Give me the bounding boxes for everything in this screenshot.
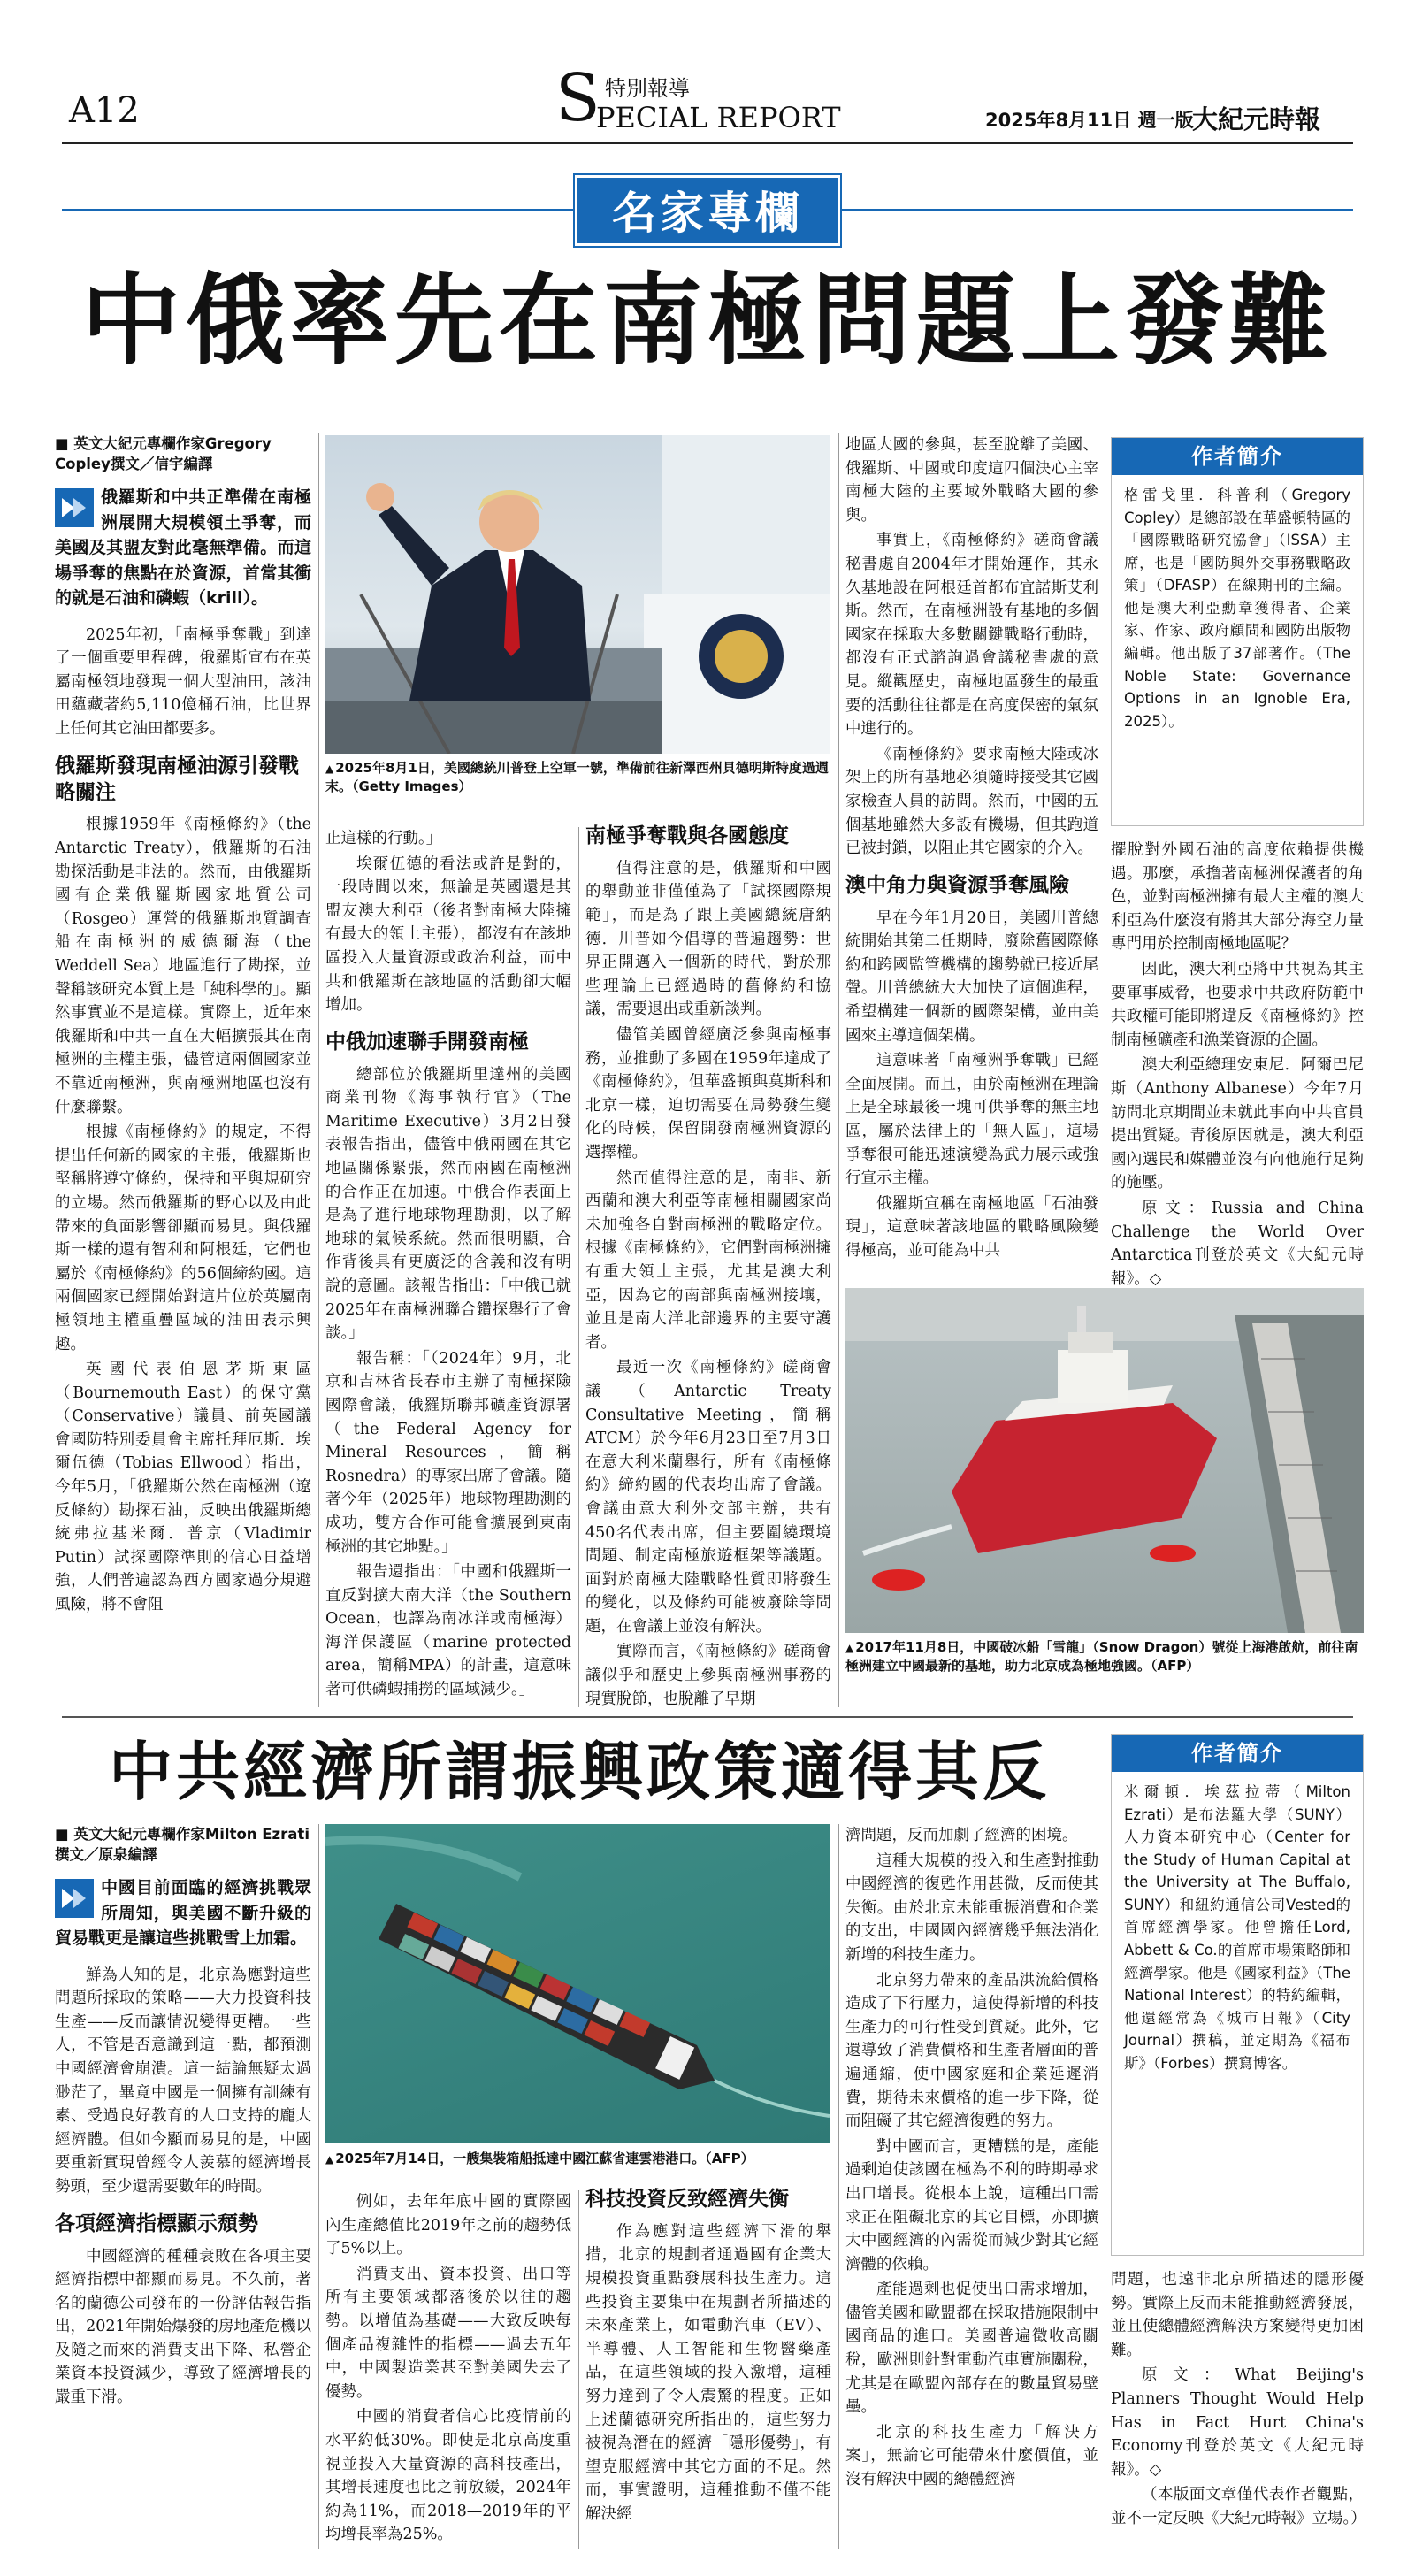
paragraph: 中國經濟的種種衰敗在各項主要經濟指標中都顯而易見。不久前，著名的蘭德公司發布的一份評估報告指出，2021年開始爆發的房地產危機以及隨之而來的消費支出下降、私營企業資本投資減少，導致了經濟增長的嚴重下滑。 bbox=[55, 2247, 311, 2407]
article1-photo-trump bbox=[325, 435, 830, 754]
paragraph: 因此，澳大利亞將中共視為其主要軍事威脅，也要求中共政府防範中共政權可能即將違反《南極條約》控制南極礦產和漁業資源的企圖。 bbox=[1111, 960, 1364, 1049]
article1-lead: 俄羅斯和中共正準備在南極洲展開大規模領土爭奪，而美國及其盟友對此毫無準備。而這場爭奪的焦點在於資源，首當其衝的就是石油和磷蝦（krill）。 bbox=[55, 487, 311, 609]
article1-col3 bbox=[585, 818, 831, 1713]
article2-subhead-2: 科技投資反致經濟失衡 bbox=[585, 2188, 789, 2211]
article-separator bbox=[62, 1716, 1353, 1718]
paragraph: 原文：What Beijing's Planners Thought Would Help Has in Fact Hurt China's Economy刊登於英文《大紀元時報》。◇ bbox=[1111, 2366, 1364, 2479]
article1-photo-icebreaker bbox=[845, 1288, 1364, 1633]
article1-photo-trump-caption: ▲ 2025年8月1日，美國總統川普登上空軍一號，準備前往新澤西州貝德明斯特度過週末。（Getty Images） bbox=[325, 759, 830, 796]
paragraph: 地區大國的參與，甚至脫離了美國、俄羅斯、中國或印度這四個決心主宰南極大陸的主要域外戰略大國的參與。 bbox=[845, 436, 1098, 525]
lead-marker-icon bbox=[55, 488, 94, 527]
banner-rule-right bbox=[840, 209, 1353, 211]
paragraph: 止這樣的行動。」 bbox=[325, 830, 442, 847]
paragraph: 埃爾伍德的看法或許是對的，一段時間以來，無論是英國還是其盟友澳大利亞（後者對南極大陸擁有最大的領土主張），都沒有在該地區投入大量資源或政治利益，而中共和俄羅斯在該地區的活動卻大幅增加。 bbox=[325, 855, 571, 1015]
author-box-title: 作者簡介 bbox=[1112, 1735, 1363, 1772]
paragraph: 實際而言，《南極條約》磋商會議似乎和歷史上參與南極洲事務的現實脫節，也脫離了早期 bbox=[585, 1643, 831, 1708]
article2-col1 bbox=[55, 1824, 311, 2411]
article1-subhead-4: 澳中角力與資源爭奪風險 bbox=[845, 873, 1069, 897]
paragraph: 根據《南極條約》的規定，不得提出任何新的國家的主張，俄羅斯也堅稱將遵守條約，保持和平與規研究的立場。然而俄羅斯的野心以及由此帶來的負面影響卻顯而易見。與俄羅斯一樣的還有智利和阿根廷，它們也屬於《南極條約》的56個締約國。這兩個國家已經開始對這片位於英屬南極領地主權重疊區域的油田表示興趣。 bbox=[55, 1123, 311, 1353]
paragraph: 濟問題，反而加劇了經濟的困境。 bbox=[845, 1827, 1078, 1844]
paragraph: 澳大利亞總理安東尼．阿爾巴尼斯（Anthony Albanese）今年7月訪問北京期間並未就此事向中共官員提出質疑。青後原因就是，澳大利亞國內選民和媒體並沒有向他施行足夠的施壓。 bbox=[1111, 1056, 1364, 1192]
section-initial: S bbox=[555, 60, 600, 136]
paragraph: 擺脫對外國石油的高度依賴提供機遇。那麼，承擔著南極洲保護者的角色，並對南極洲擁有最大主權的澳大利亞為什麼沒有將其大部分海空力量專門用於控制南極地區呢？ bbox=[1111, 841, 1364, 954]
banner-rule-left bbox=[62, 209, 575, 211]
paragraph: 2025年初，「南極爭奪戰」到達了一個重要里程碑，俄羅斯宣布在英屬南極領地發現一個大型油田，該油田蘊藏著約5,110億桶石油，比世界上任何其它油田都要多。 bbox=[55, 625, 311, 739]
paragraph: 問題，也遠非北京所描述的隱形優勢。實際上反而未能推動經濟發展，並且使總體經濟解決方案變得更加困難。 bbox=[1111, 2271, 1364, 2359]
paragraph: 早在今年1月20日，美國川普總統開始其第二任期時，廢除舊國際條約和跨國監管機構的趨勢就已接近尾聲。川普總統大大加快了這個進程，希望構建一個新的國際架構，並由美國來主導這個架構。 bbox=[845, 908, 1098, 1045]
article1-col5 bbox=[1111, 839, 1364, 1292]
column-banner: 名家專欄 bbox=[575, 175, 840, 246]
column-divider bbox=[318, 433, 319, 1707]
article1-headline: 中俄率先在南極問題上發難 bbox=[81, 264, 1334, 379]
column-divider bbox=[838, 1824, 839, 2549]
paragraph: 報告稱：「（2024年）9月，北京和吉林省長春市主辦了南極探險國際會議，俄羅斯聯邦礦產資源署（the Federal Agency for Mineral Resources，簡稱Rosnedra）的專家出席了會議。隨著今年（2025年）地球物理勘測的成功，雙方合作可能會擴展到東南極洲的其它地點。」 bbox=[325, 1349, 571, 1556]
article2-subhead-1: 各項經濟指標顯示頹勢 bbox=[55, 2212, 258, 2235]
paragraph: 中國的消費者信心比疫情前的水平約低30%。即使是北京高度重視並投入大量資源的高科技產出，其增長速度也比之前放緩，2024年約為11%，而2018—2019年的平均增長率為25%。 bbox=[325, 2408, 571, 2544]
paragraph: 俄羅斯宣稱在南極地區「石油發現」，這意味著該地區的戰略風險變得極高，並可能為中共 bbox=[845, 1194, 1098, 1260]
article2-photo-container-ship bbox=[325, 1824, 830, 2143]
paragraph: 根據1959年《南極條約》（the Antarctic Treaty），俄羅斯的石油勘探活動是非法的。然而，由俄羅斯國有企業俄羅斯國家地質公司（Rosgeo）運營的俄羅斯地質調查船在南極洲的威德爾海（the Weddell Sea）地區進行了勘探，並聲稱該研究本質上是「純科學的」。顯然事實並不是這樣。實際上，近年來俄羅斯和中共一直在大幅擴張其在南極洲的主權主張，儘管這兩個國家並不靠近南極洲，與南極洲地區也沒有什麼聯繫。 bbox=[55, 816, 311, 1116]
paragraph: 作為應對這些經濟下滑的舉措，北京的規劃者通過國有企業大規模投資重點發展科技生產力。這些投資主要集中在規劃者所描述的未來產業上，如電動汽車（EV）、半導體、人工智能和生物醫藥產品，在這些領域的投入激增，這種努力達到了令人震驚的程度。正如上述蘭德研究所指出的，這些努力被視為潛在的經濟「隱形優勢」，有望克服經濟中其它方面的不足。然而，事實證明，這種推動不僅不能解決經 bbox=[585, 2222, 831, 2524]
paragraph: 北京努力帶來的產品洪流給價格造成了下行壓力，這使得新增的科技生產力的可行性受到質疑。此外，它還導致了消費價格和生產者層面的普遍通縮，使中國家庭和企業延遲消費，期待未來價格的進一步下降，從而阻礙了其它經濟復甦的努力。 bbox=[845, 1971, 1098, 2131]
lead-marker-icon bbox=[55, 1879, 94, 1918]
section-title bbox=[555, 60, 865, 138]
author-bio: 米爾頓．埃茲拉蒂（Milton Ezrati）是布法羅大學（SUNY）人力資本研究中心（Center for the Study of Human Capital at the University at The Buffalo, SUNY）和紐約通信公司Vested的首席經濟學家。他曾擔任Lord, Abbett & Co.的首席市場策略師和經濟學家。他是《國家利益》（The National Interest）的特約編輯，他還經常為《城市日報》（City Journal）撰稿，並定期為《福布斯》（Forbes）撰寫博客。 bbox=[1124, 1783, 1350, 2072]
paragraph: 總部位於俄羅斯里達州的美國商業刊物《海事執行官》（The Maritime Executive）3月2日發表報告指出，儘管中俄兩國在其它地區關係緊張，然而兩國在南極洲的合作正在加速。中俄合作表面上是為了進行地球物理勘測，以了解地球的氣候系統。然而很明顯，合作背後具有更廣泛的含義和沒有明說的意圖。該報告指出：「中俄已就2025年在南極洲聯合鑽探舉行了會談。」 bbox=[325, 1065, 571, 1343]
paragraph: 產能過剩也促使出口需求增加，儘管美國和歐盟都在採取措施限制中國商品的進口。美國普遍徵收高關稅，歐洲則針對電動汽車實施關稅，尤其是在歐盟內部存在的數量貿易壁壘。 bbox=[845, 2281, 1098, 2417]
paragraph: 例如，去年年底中國的實際國內生產總值比2019年之前的趨勢低了5%以上。 bbox=[325, 2193, 571, 2258]
article1-subhead-1: 俄羅斯發現南極油源引發戰略關注 bbox=[55, 754, 299, 804]
section-zh: 特別報導 bbox=[605, 76, 690, 101]
article2-author-box bbox=[1111, 1734, 1364, 2256]
article1-col2 bbox=[325, 827, 571, 1704]
article1-col4 bbox=[845, 433, 1098, 1264]
column-divider bbox=[838, 433, 839, 1707]
paragraph: 事實上，《南極條約》磋商會議秘書處自2004年才開始運作，其永久基地設在阿根廷首都布宜諾斯艾利斯。然而，在南極洲設有基地的多個國家在採取大多數關鍵戰略行動時，都沒有正式諮詢過會議秘書處的意見。縱觀歷史，南極地區發生的最重要的活動往往都是在高度保密的氣氛中進行的。 bbox=[845, 532, 1098, 739]
paragraph: 北京的科技生產力「解決方案」，無論它可能帶來什麼價值，並沒有解決中國的總體經濟 bbox=[845, 2423, 1098, 2489]
paragraph: 這種大規模的投入和生產對推動中國經濟的復甦作用甚微，反而使其失衡。由於北京未能重振消費和企業的支出，中國國內經濟幾乎無法消化新增的科技生產力。 bbox=[845, 1852, 1098, 1964]
paragraph: 鮮為人知的是，北京為應對這些問題所採取的策略——大力投資科技生產——反而讓情況變得更糟。一些人，不管是否意識到這一點，都預測中國經濟會崩潰。這一結論無疑太過渺茫了，畢竟中國是一個擁有訓練有素、受過良好教育的人口支持的龐大經濟體。但如今顯而易見的是，中國要重新實現曾經令人羨慕的經濟增長勢頭，至少還需要數年的時間。 bbox=[55, 1966, 311, 2196]
trump-photo-illustration bbox=[325, 435, 830, 754]
article1-col1 bbox=[55, 433, 311, 1619]
author-bio: 格雷戈里．科普利（Gregory Copley）是總部設在華盛頓特區的「國際戰略研究協會」（ISSA）主席，也是「國防與外交事務戰略政策」（DFASP）在線期刊的主編。他是澳大利亞勳章獲得者、企業家、作家、政府顧問和國防出版物編輯。他出版了37部著作。（The Noble State: Governance Options in an Ignoble Era, 2025）。 bbox=[1124, 487, 1350, 730]
article2-col4 bbox=[845, 1824, 1098, 2494]
article1-byline: ■ 英文大紀元專欄作家Gregory Copley撰文／信宇編譯 bbox=[55, 435, 272, 473]
issue-date: 2025年8月11日 週一版 bbox=[985, 110, 1194, 131]
column-divider bbox=[578, 827, 579, 1707]
page-number: A12 bbox=[69, 90, 140, 131]
paragraph: 最近一次《南極條約》磋商會議（Antarctic Treaty Consultative Meeting，簡稱ATCM）於今年6月23日至7月3日在意大利米蘭舉行，所有《南極條約》締約國的代表均出席了會議。會議由意大利外交部主辦，共有450名代表出席，但主要圍繞環境問題、制定南極旅遊框架等議題。面對於南極大陸戰略性質即將發生的變化，以及條約可能被廢除等問題，在會議上並沒有解決。 bbox=[585, 1359, 831, 1636]
header-rule bbox=[62, 142, 1353, 144]
icebreaker-photo-illustration bbox=[845, 1288, 1364, 1633]
article1-author-box bbox=[1111, 437, 1364, 826]
container-ship-photo-illustration bbox=[325, 1824, 830, 2143]
section-en: PECIAL REPORT bbox=[596, 101, 841, 134]
paper-name: 大紀元時報 bbox=[1192, 104, 1321, 134]
article2-byline: ■ 英文大紀元專欄作家Milton Ezrati撰文／原泉編譯 bbox=[55, 1826, 310, 1864]
paragraph: 對中國而言，更糟糕的是，產能過剩迫使該國在極為不利的時期尋求出口增長。從根本上說，這種出口需求正在阻礙北京的其它目標，亦即擴大中國經濟的內需從而減少對其它經濟體的依賴。 bbox=[845, 2137, 1098, 2273]
article2-headline: 中共經濟所謂振興政策適得其反 bbox=[108, 1735, 1050, 1809]
paragraph: 原文：Russia and China Challenge the World Over Antarctica刊登於英文《大紀元時報》。◇ bbox=[1111, 1199, 1364, 1288]
paragraph: 儘管美國曾經廣泛參與南極事務，並推動了多國在1959年達成了《南極條約》，但華盛頓與莫斯科和北京一樣，迫切需要在局勢發生變化的時候，保留開發南極洲資源的選擇權。 bbox=[585, 1026, 831, 1162]
author-box-title: 作者簡介 bbox=[1112, 438, 1363, 475]
article1-subhead-2: 中俄加速聯手開發南極 bbox=[325, 1030, 529, 1054]
paragraph: 《南極條約》要求南極大陸或冰架上的所有基地必須隨時接受其它國家檢查人員的訪問。然而，中國的五個基地雖然大多設有機場，但其跑道已被封鎖，以阻止其它國家的介入。 bbox=[845, 745, 1098, 858]
column-divider bbox=[578, 2190, 579, 2549]
paragraph: （本版面文章僅代表作者觀點，並不一定反映《大紀元時報》立場。） bbox=[1111, 2486, 1366, 2527]
article1-photo-icebreaker-caption: ▲ 2017年11月8日，中國破冰船「雪龍」（Snow Dragon）號從上海港啟航，前往南極洲建立中國最新的基地，助力北京成為極地強國。（AFP） bbox=[845, 1638, 1364, 1675]
article2-col2 bbox=[325, 2190, 571, 2549]
paragraph: 值得注意的是，俄羅斯和中國的舉動並非僅僅為了「試探國際規範」，而是為了跟上美國總統唐納德．川普如今倡導的普遍趨勢：世界正開邁入一個新的時代，對於那些理論上已經過時的舊條約和協議，需要退出或重新談判。 bbox=[585, 859, 831, 1019]
article2-col5 bbox=[1111, 2268, 1364, 2533]
column-divider bbox=[318, 1824, 319, 2549]
paragraph: 報告還指出：「中國和俄羅斯一直反對擴大南大洋（the Southern Ocean，也譯為南冰洋或南極海）海洋保護區（marine protected area，簡稱MPA）的計畫，這意味著可供磷蝦捕撈的區域減少。」 bbox=[325, 1563, 571, 1699]
article2-photo-container-ship-caption: ▲ 2025年7月14日，一艘集裝箱船抵達中國江蘇省連雲港港口。（AFP） bbox=[325, 2150, 830, 2168]
paragraph: 然而值得注意的是，南非、新西蘭和澳大利亞等南極相關國家尚未加強各自對南極洲的戰略定位。根據《南極條約》，它們對南極洲擁有重大領土主張，尤其是澳大利亞，因為它的南部與南極洲接壤，並且是南大洋北部邊界的主要守護者。 bbox=[585, 1169, 831, 1352]
paragraph: 英國代表伯恩茅斯東區（Bournemouth East）的保守黨（Conservative）議員、前英國議會國防特別委員會主席托拜厄斯．埃爾伍德（Tobias Ellwood）指出，今年5月，「俄羅斯公然在南極洲（遼反條約）勘探石油，反映出俄羅斯總統弗拉基米爾．普京（Vladimir Putin）試探國際準則的信心日益增強，人們普遍認為西方國家過分規避風險，將不會阻 bbox=[55, 1361, 311, 1614]
paragraph: 這意味著「南極洲爭奪戰」已經全面展開。而且，由於南極洲在理論上是全球最後一塊可供爭奪的無主地區，屬於法律上的「無人區」，這場爭奪很可能迅速演變為武力展示或強行宣示主權。 bbox=[845, 1052, 1098, 1188]
article2-col3 bbox=[585, 2185, 831, 2528]
paragraph: 消費支出、資本投資、出口等所有主要領域都落後於以往的趨勢。以增值為基礎——大致反映每個產品複雜性的指標——過去五年中，中國製造業甚至對美國失去了優勢。 bbox=[325, 2265, 571, 2401]
article1-subhead-3: 南極爭奪戰與各國態度 bbox=[585, 824, 789, 847]
article2-lead: 中國目前面臨的經濟挑戰眾所周知，與美國不斷升級的貿易戰更是讓這些挑戰雪上加霜。 bbox=[55, 1878, 311, 1949]
